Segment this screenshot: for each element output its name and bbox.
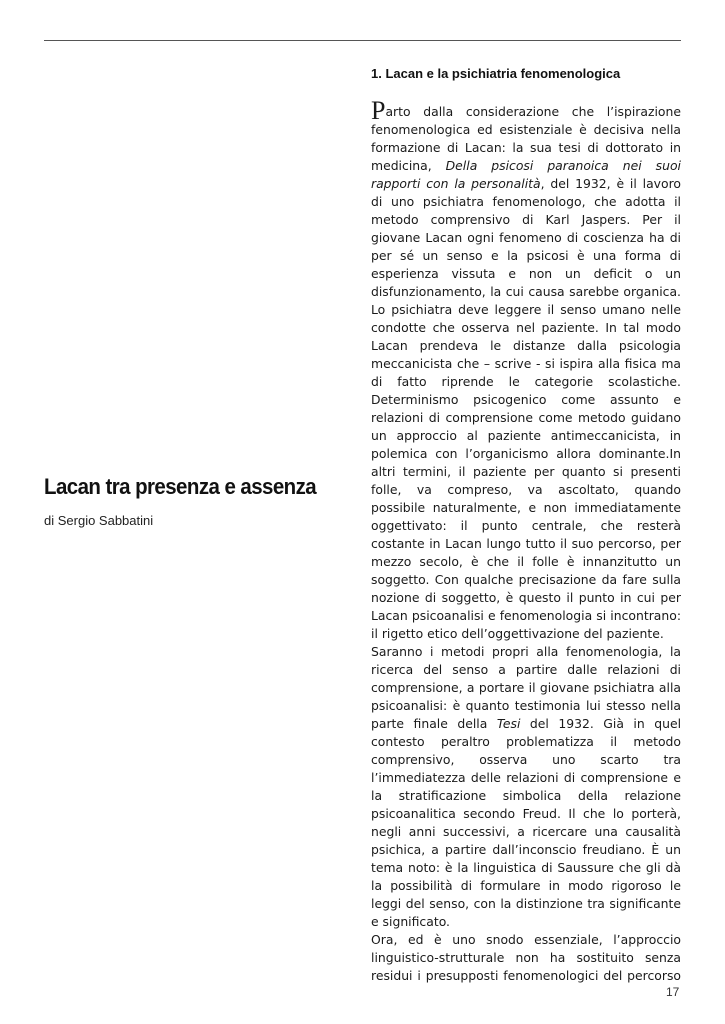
article-body [371,96,682,985]
page-number: 17 [666,985,680,999]
article-author: di Sergio Sabbatini [44,513,154,528]
drop-cap: P [371,96,386,125]
text-run: Ora, ed è uno snodo essenziale, l’approccio linguistico-strutturale non ha sostituito senza residui i presupposti fenomenologici del percorso [371,932,681,983]
text-run: Saranno i metodi propri alla fenomenologia, la ricerca del senso a partire dalle relazioni di comprensione, a portare il giovane psichiatra alla psicoanalisi: è quanto testimonia lui stesso nella parte finale della [371,644,681,731]
text-run: , del 1932, è il lavoro di uno psichiatra fenomenologo, che adotta il metodo comprensivo di Karl Jaspers. Per il giovane Lacan ogni fenomeno di coscienza ha di per sé un senso e la psicosi è una forma di esperienza vissuta e non un deficit o un disfunzionamento, la cui causa sarebbe organica. Lo psichiatra deve leggere il senso umano nelle condotte che osserva nel paziente. In tal modo Lacan prendeva le distanze dalla psicologia meccanicista che – scrive - si ispira alla fisica ma di fatto riprende le categorie scolastiche. Determinismo psicogenico come assunto e relazioni di comprensione come metodo guidano un approccio al paziente antimeccanicista, in polemica con l’organicismo allora dominante.In altri termini, il paziente per quanto si presenti folle, va compreso, va ascoltato, quando possibile naturalmente, e non immediatamente oggettivato: il punto centrale, che resterà costante in Lacan lungo tutto il suo percorso, per mezzo secolo, è che il folle è innanzitutto un soggetto. Con qualche precisazione da fare sulla nozione di soggetto, è questo il punto in cui per Lacan psicoanalisi e fenomenologia si incontrano: il rigetto etico dell’oggettivazione del paziente. [371,176,681,641]
text-run: arto dalla considerazione che l’ispirazione fenomenologica ed esistenziale è decisiva nella formazione di Lacan: la sua tesi di dottorato in medicina, [371,104,681,173]
paragraph [371,643,681,931]
top-rule [44,40,681,41]
paragraph [371,96,681,643]
text-run: del 1932. Già in quel contesto peraltro problematizza il metodo comprensivo, osserva uno scarto tra l’immediatezza delle relazioni di comprensione e la stratificazione simbolica della relazione psicoanalitica secondo Freud. Il che lo porterà, negli anni successivi, a ricercare una causalità psichica, a partire dall’inconscio freudiano. È un tema noto: è la linguistica di Saussure che gli dà la possibilità di formulare in modo rigoroso le leggi del senso, con la distinzione tra significante e significato. [371,716,682,929]
book-title: Della psicosi paranoica nei suoi rapporti con la personalità [371,158,681,191]
section-heading: 1. Lacan e la psichiatria fenomenologica [371,66,621,81]
paragraph [371,931,681,985]
book-title: Tesi [496,716,521,731]
article-title: Lacan tra presenza e assenza [44,474,317,499]
